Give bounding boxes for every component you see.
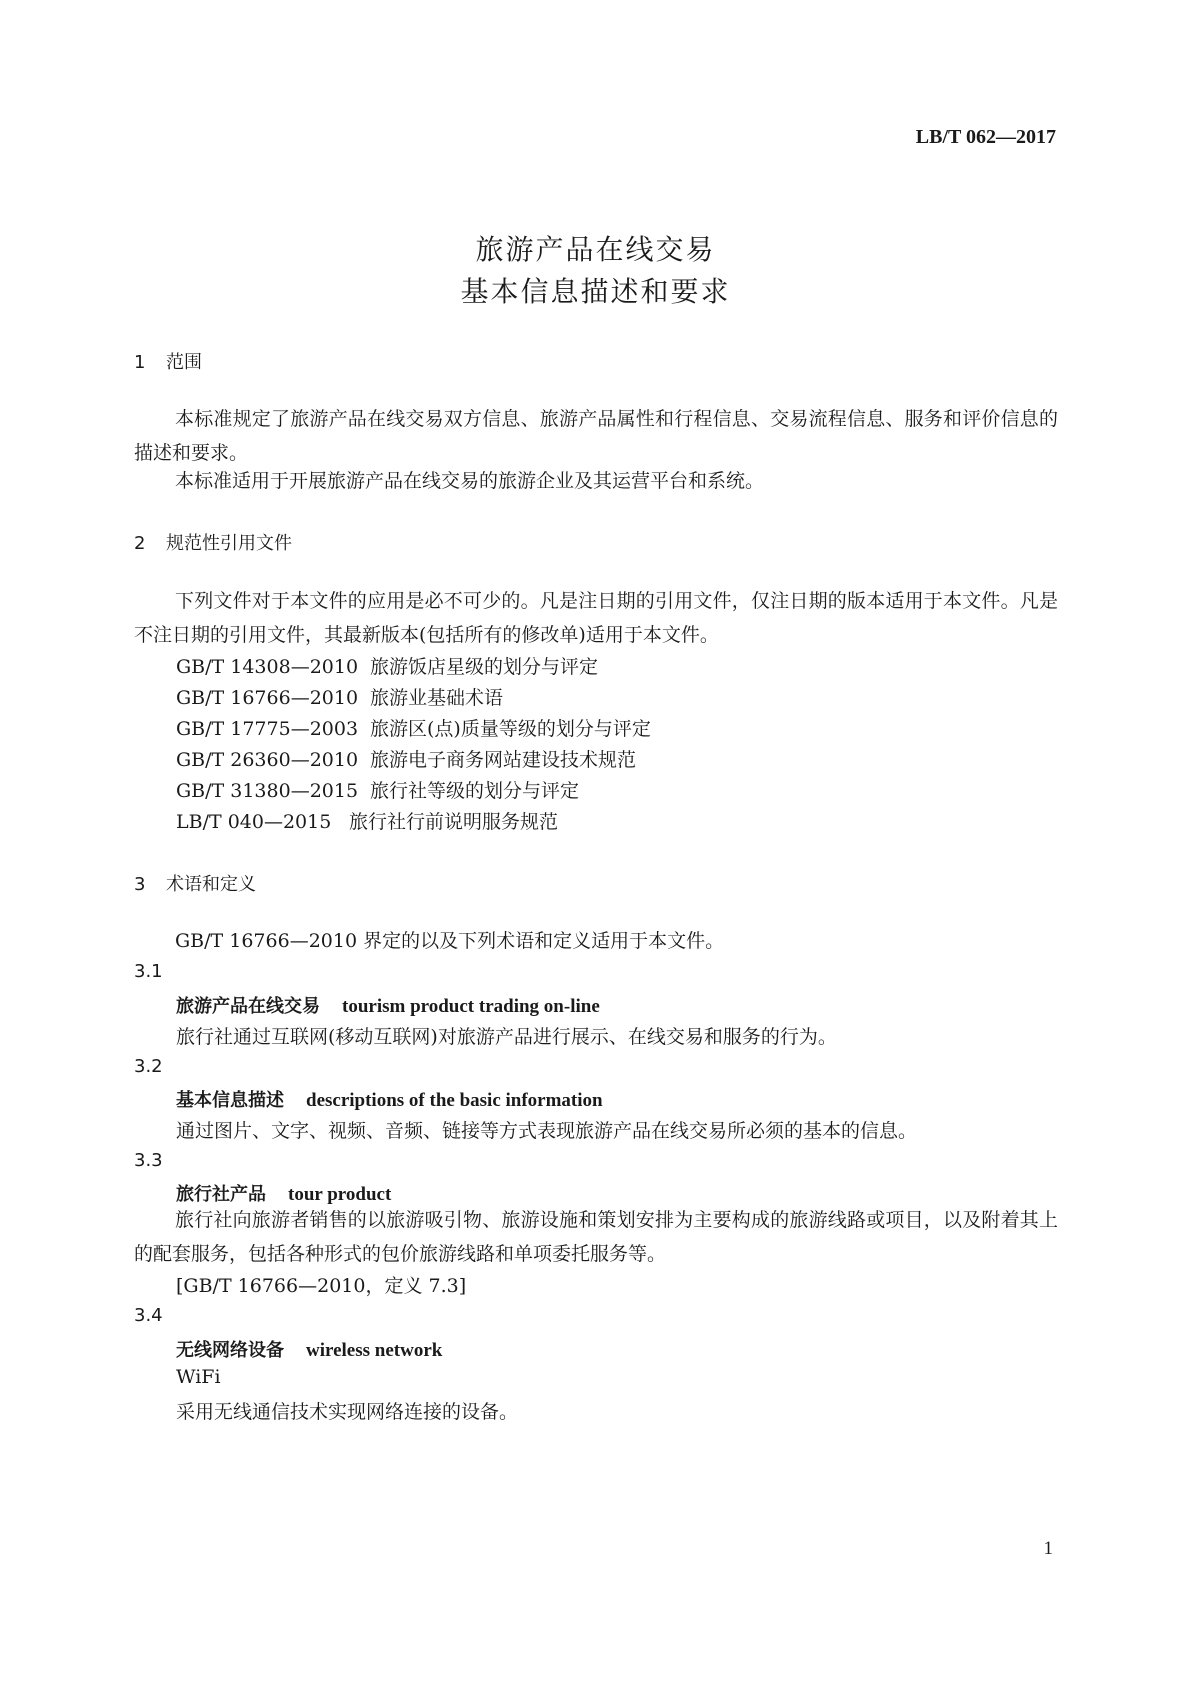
standard-code: LB/T 062—2017: [915, 126, 1056, 148]
section-3-intro: GB/T 16766—2010 界定的以及下列术语和定义适用于本文件。: [175, 930, 725, 952]
section-number: 3: [134, 874, 146, 895]
term-source: [GB/T 16766—2010，定义 7.3]: [176, 1275, 467, 1297]
section-2-heading: [134, 529, 292, 555]
section-3-heading: [134, 870, 256, 896]
reference-code: GB/T 31380—2015: [176, 780, 359, 802]
term-en: tour product: [288, 1184, 392, 1205]
reference-code: GB/T 16766—2010: [176, 687, 359, 709]
term-definition: 旅行社向旅游者销售的以旅游吸引物、旅游设施和策划安排为主要构成的旅游线路或项目，以及附着其上的配套服务，包括各种形式的包价旅游线路和单项委托服务等。: [134, 1209, 1058, 1265]
term-zh: 基本信息描述: [176, 1090, 284, 1111]
term-alternative: WiFi: [176, 1366, 221, 1388]
reference-code: GB/T 26360—2010: [176, 749, 359, 771]
section-1-paragraph-2: 本标准适用于开展旅游产品在线交易的旅游企业及其运营平台和系统。: [175, 470, 765, 492]
section-title: 术语和定义: [166, 874, 256, 895]
clause-number: 3.4: [134, 1305, 163, 1326]
term-zh: 旅游产品在线交易: [176, 996, 320, 1017]
term-zh: 无线网络设备: [176, 1340, 284, 1361]
page-number: 1: [1043, 1538, 1053, 1559]
reference-name: 旅游电子商务网站建设技术规范: [370, 749, 637, 771]
term-en: tourism product trading on-line: [342, 996, 600, 1017]
clause-number: 3.3: [134, 1150, 163, 1171]
reference-name: 旅游业基础术语: [370, 687, 504, 709]
section-title: 规范性引用文件: [166, 533, 292, 554]
section-1-paragraph-1: 本标准规定了旅游产品在线交易双方信息、旅游产品属性和行程信息、交易流程信息、服务和评价信息的描述和要求。: [134, 408, 1058, 464]
reference-item: [176, 683, 503, 710]
reference-item: [176, 652, 598, 679]
term-definition: 通过图片、文字、视频、音频、链接等方式表现旅游产品在线交易所必须的基本的信息。: [176, 1120, 918, 1142]
clause-number: 3.2: [134, 1056, 163, 1077]
reference-name: 旅游区(点)质量等级的划分与评定: [370, 718, 651, 740]
reference-code: GB/T 17775—2003: [176, 718, 359, 740]
reference-item: [176, 776, 579, 803]
reference-code: GB/T 14308—2010: [176, 656, 359, 678]
reference-item: [176, 745, 636, 772]
section-number: 2: [134, 533, 146, 554]
term-zh: 旅行社产品: [176, 1184, 266, 1205]
term-en: wireless network: [306, 1340, 443, 1361]
document-title-line-2: 基本信息描述和要求: [460, 275, 731, 308]
clause-number: 3.1: [134, 961, 163, 982]
reference-name: 旅行社等级的划分与评定: [370, 780, 580, 802]
document-title-line-1: 旅游产品在线交易: [475, 233, 716, 266]
section-1-heading: [134, 348, 202, 374]
section-2-intro: 下列文件对于本文件的应用是必不可少的。凡是注日期的引用文件，仅注日期的版本适用于本文件。凡是不注日期的引用文件，其最新版本(包括所有的修改单)适用于本文件。: [134, 590, 1058, 646]
reference-code: LB/T 040—2015: [176, 811, 332, 833]
term-definition: 采用无线通信技术实现网络连接的设备。: [176, 1401, 519, 1423]
term-entry: [176, 1336, 442, 1362]
term-entry: [176, 992, 600, 1018]
section-title: 范围: [166, 352, 202, 373]
reference-item: [176, 714, 651, 741]
reference-item: [176, 807, 558, 834]
reference-name: 旅行社行前说明服务规范: [349, 811, 559, 833]
term-en: descriptions of the basic information: [306, 1090, 603, 1111]
term-definition: 旅行社通过互联网(移动互联网)对旅游产品进行展示、在线交易和服务的行为。: [176, 1026, 837, 1048]
term-entry: [176, 1086, 603, 1112]
reference-name: 旅游饭店星级的划分与评定: [370, 656, 599, 678]
section-number: 1: [134, 352, 146, 373]
